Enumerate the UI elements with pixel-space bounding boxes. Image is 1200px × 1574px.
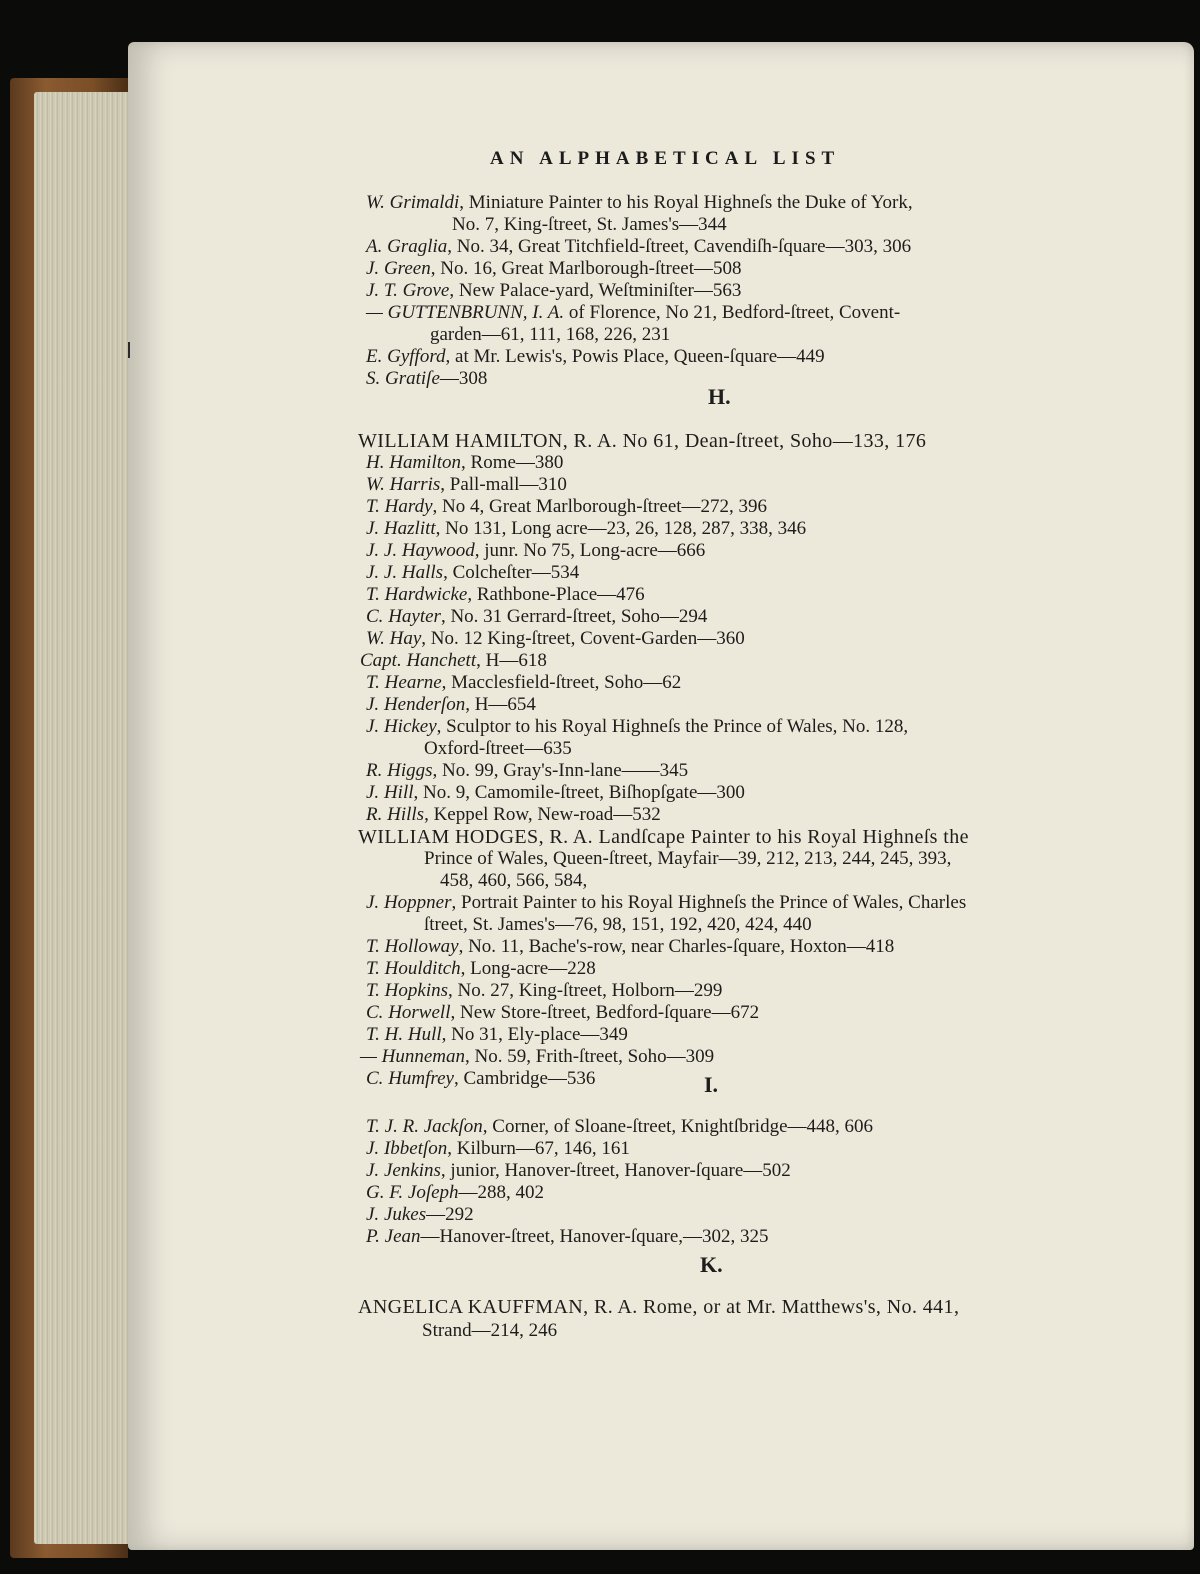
section-letter-k: K. [700, 1252, 723, 1277]
entry-prefix: A. [366, 236, 388, 257]
entry-details: —292 [426, 1204, 474, 1225]
entry-details: , Colcheſter—534 [443, 562, 580, 583]
list-entry [366, 562, 579, 584]
entry-details: , No. 11, Bache's-row, near Charles-ſquare, Hoxton—418 [458, 936, 895, 957]
entry-details: , junior, Hanover-ſtreet, Hanover-ſquare—502 [440, 1160, 791, 1181]
list-entry [366, 1204, 474, 1226]
entry-prefix: — GUTTENBRUNN, [366, 302, 533, 323]
entry-prefix: J. [366, 1138, 384, 1159]
entry-details: , Long-acre—228 [460, 958, 596, 979]
entry-prefix: Capt. [360, 650, 407, 671]
entry-name: Haywood [401, 540, 475, 561]
entry-name: Harris [389, 474, 441, 495]
entry-name: Higgs [387, 760, 433, 781]
entry-name: Holloway [384, 936, 459, 957]
entry-prefix: T. [366, 672, 385, 693]
list-entry [366, 518, 806, 540]
entry-details: , Kilburn—67, 146, 161 [447, 1138, 630, 1159]
list-entry [366, 368, 487, 390]
list-entry [366, 1024, 628, 1046]
entry-prefix: J. [366, 258, 384, 279]
list-entry [366, 672, 681, 694]
entry-name: Hull [407, 1024, 442, 1045]
list-entry [366, 258, 742, 280]
entry-prefix: J. [366, 518, 384, 539]
entry-prefix: W. [366, 192, 390, 213]
list-entry [424, 738, 572, 760]
entry-details: , H—654 [465, 694, 536, 715]
list-entry [366, 936, 894, 958]
entry-prefix: G. F. [366, 1182, 408, 1203]
entry-prefix: W. [366, 474, 390, 495]
entry-details: Oxford-ſtreet—635 [424, 738, 572, 759]
entry-details: , No. 31 Gerrard-ſtreet, Soho—294 [440, 606, 708, 627]
entry-name: Ibbetſon [383, 1138, 448, 1159]
entry-name: Hickey [383, 716, 437, 737]
entry-name: Hayter [388, 606, 441, 627]
entry-prefix: J. J. [366, 540, 402, 561]
section-letter-i: I. [704, 1072, 719, 1097]
list-entry [366, 804, 661, 826]
entry-prefix: T. [366, 496, 385, 517]
entry-prefix: E. [366, 346, 388, 367]
list-entry [366, 980, 722, 1002]
entry-details: , No. 27, King-ſtreet, Holborn—299 [448, 980, 723, 1001]
entry-name: Hills [387, 804, 425, 825]
list-entry [358, 1296, 959, 1318]
entry-details: , No 131, Long acre—23, 26, 128, 287, 338, 346 [435, 518, 807, 539]
entry-details: , No 4, Great Marlborough-ſtreet—272, 396 [432, 496, 768, 517]
entry-name: Hardwicke [384, 584, 468, 605]
entry-name: Gyfford [387, 346, 446, 367]
list-entry [360, 1046, 714, 1068]
list-entry [366, 452, 563, 474]
entry-prefix: C. [366, 1068, 389, 1089]
list-entry [366, 496, 767, 518]
entry-details: No. 7, King-ſtreet, St. James's—344 [452, 214, 727, 235]
list-entry [424, 848, 951, 870]
entry-name: Humfrey [388, 1068, 454, 1089]
entry-details: ſtreet, St. James's—76, 98, 151, 192, 420, 424, 440 [424, 914, 812, 935]
entry-details: , Rathbone-Place—476 [467, 584, 645, 605]
entry-prefix: S. [366, 368, 385, 389]
entry-name: Horwell [388, 1002, 451, 1023]
entry-details: , Miniature Painter to his Royal Highneſs the Duke of York, [459, 192, 913, 213]
entry-name: Green [383, 258, 431, 279]
entry-prefix: J. [366, 892, 384, 913]
list-entry [366, 628, 745, 650]
list-entry [358, 826, 969, 848]
entry-name: Hardy [384, 496, 433, 517]
entry-prefix: J. [366, 1160, 384, 1181]
list-entry [430, 324, 670, 346]
list-entry [366, 694, 536, 716]
list-entry [366, 540, 705, 562]
entry-details: , Pall-mall—310 [440, 474, 567, 495]
entry-prefix: H. [366, 452, 390, 473]
entry-prefix: T. J. R. [366, 1116, 424, 1137]
entry-details: , Keppel Row, New-road—532 [424, 804, 661, 825]
list-entry [366, 1068, 595, 1090]
margin-mark [128, 342, 130, 358]
entry-details: , Corner, of Sloane-ſtreet, Knightſbridge—448, 606 [482, 1116, 874, 1137]
list-entry [366, 1226, 769, 1248]
entry-prefix: T. H. [366, 1024, 408, 1045]
entry-prefix: R. [366, 760, 388, 781]
entry-name: Hanchett [406, 650, 477, 671]
entry-prefix: J. J. [366, 562, 402, 583]
entry-prefix: T. [366, 958, 385, 979]
entry-name: Halls [401, 562, 444, 583]
entry-prefix: — [360, 1046, 382, 1067]
entry-details: , No. 99, Gray's-Inn-lane——345 [432, 760, 689, 781]
list-entry [366, 1002, 759, 1024]
entry-prefix: C. [366, 1002, 389, 1023]
entry-details: garden—61, 111, 168, 226, 231 [430, 324, 671, 345]
entry-name: Hazlitt [383, 518, 436, 539]
list-entry [366, 346, 825, 368]
list-entry [366, 192, 913, 214]
entry-name: Graglia [387, 236, 448, 257]
list-entry [366, 474, 567, 496]
entry-prefix: R. [366, 804, 388, 825]
list-entry [366, 236, 911, 258]
list-entry [366, 716, 908, 738]
list-entry [422, 1320, 557, 1342]
entry-details: of Florence, No 21, Bedford-ſtreet, Covent- [564, 302, 901, 323]
list-entry [366, 1160, 791, 1182]
entry-name: Grove [402, 280, 450, 301]
list-entry [366, 1138, 630, 1160]
entry-name: Jean [384, 1226, 421, 1247]
entry-details: , New Store-ſtreet, Bedford-ſquare—672 [450, 1002, 760, 1023]
section-letter-h: H. [708, 384, 731, 409]
list-entry [440, 870, 587, 892]
list-entry [366, 606, 707, 628]
entry-prefix: C. [366, 606, 389, 627]
entry-prefix: WILLIAM HAMILTON, R. A. No 61, Dean-ſtreet, Soho—133, 176 [358, 430, 927, 452]
entry-details: , New Palace-yard, Weſtminiſter—563 [449, 280, 742, 301]
entry-name: Grimaldi [389, 192, 460, 213]
entry-details: , Rome—380 [461, 452, 564, 473]
entry-name: Hay [389, 628, 422, 649]
list-entry [366, 782, 745, 804]
entry-name: Hoppner [383, 892, 452, 913]
entry-prefix: J. T. [366, 280, 403, 301]
entry-details: , Portrait Painter to his Royal Highneſs the Prince of Wales, Charles [451, 892, 967, 913]
entry-prefix: T. [366, 584, 385, 605]
entry-name: Hunneman [381, 1046, 466, 1067]
entry-prefix: P. [366, 1226, 385, 1247]
list-entry [366, 302, 900, 324]
entry-name: I. A. [532, 302, 565, 323]
entry-prefix: T. [366, 936, 385, 957]
entry-name: Jackſon [423, 1116, 483, 1137]
entry-name: Joſeph [407, 1182, 459, 1203]
entry-name: Hearne [384, 672, 442, 693]
entry-name: Jenkins [383, 1160, 441, 1181]
entry-prefix: T. [366, 980, 385, 1001]
list-entry [360, 650, 547, 672]
entry-prefix: WILLIAM HODGES, R. A. Landſcape Painter to his Royal Highneſs the [358, 826, 969, 848]
entry-prefix: J. [366, 1204, 384, 1225]
entry-details: , No. 59, Frith-ſtreet, Soho—309 [465, 1046, 715, 1067]
list-entry [366, 760, 688, 782]
list-entry [366, 584, 645, 606]
list-entry [366, 1182, 544, 1204]
entry-name: Hill [383, 782, 414, 803]
list-entry [366, 958, 596, 980]
list-entry [366, 892, 966, 914]
entry-details: , No. 12 King-ſtreet, Covent-Garden—360 [421, 628, 745, 649]
entry-details: 458, 460, 566, 584, [440, 870, 588, 891]
entry-details: Prince of Wales, Queen-ſtreet, Mayfair—39, 212, 213, 244, 245, 393, [424, 848, 952, 869]
entry-details: —308 [439, 368, 488, 389]
entry-details: , H—618 [476, 650, 547, 671]
list-entry [424, 914, 812, 936]
entry-name: Gratiſe [385, 368, 440, 389]
list-entry [366, 280, 741, 302]
list-entry [358, 430, 926, 452]
entry-details: , Sculptor to his Royal Highneſs the Prince of Wales, No. 128, [436, 716, 909, 737]
entry-details: —288, 402 [458, 1182, 545, 1203]
entry-prefix: J. [366, 782, 384, 803]
entry-name: Houlditch [384, 958, 461, 979]
entry-details: , No. 9, Camomile-ſtreet, Biſhopſgate—300 [413, 782, 745, 803]
entry-prefix: ANGELICA KAUFFMAN, R. A. Rome, or at Mr. Matthews's, No. 441, [358, 1296, 960, 1318]
page-edges [34, 92, 134, 1544]
entry-prefix: J. [366, 694, 384, 715]
entry-details: , at Mr. Lewis's, Powis Place, Queen-ſquare—449 [445, 346, 825, 367]
entry-details: , No. 16, Great Marlborough-ſtreet—508 [430, 258, 742, 279]
entry-details: , junr. No 75, Long-acre—666 [474, 540, 706, 561]
entry-name: Hopkins [384, 980, 448, 1001]
entry-name: Henderſon [383, 694, 466, 715]
list-entry [452, 214, 727, 236]
entry-name: Hamilton [389, 452, 462, 473]
entry-details: , No. 34, Great Titchfield-ſtreet, Cavendiſh-ſquare—303, 306 [447, 236, 912, 257]
entry-details: , No 31, Ely-place—349 [441, 1024, 628, 1045]
entry-details: —Hanover-ſtreet, Hanover-ſquare,—302, 325 [420, 1226, 769, 1247]
entry-prefix: W. [366, 628, 390, 649]
entry-details: , Cambridge—536 [453, 1068, 596, 1089]
page-heading: AN ALPHABETICAL LIST [490, 148, 841, 169]
entry-details: Strand—214, 246 [422, 1320, 558, 1341]
list-entry [366, 1116, 873, 1138]
entry-prefix: J. [366, 716, 384, 737]
entry-details: , Macclesfield-ſtreet, Soho—62 [441, 672, 682, 693]
entry-name: Jukes [383, 1204, 427, 1225]
